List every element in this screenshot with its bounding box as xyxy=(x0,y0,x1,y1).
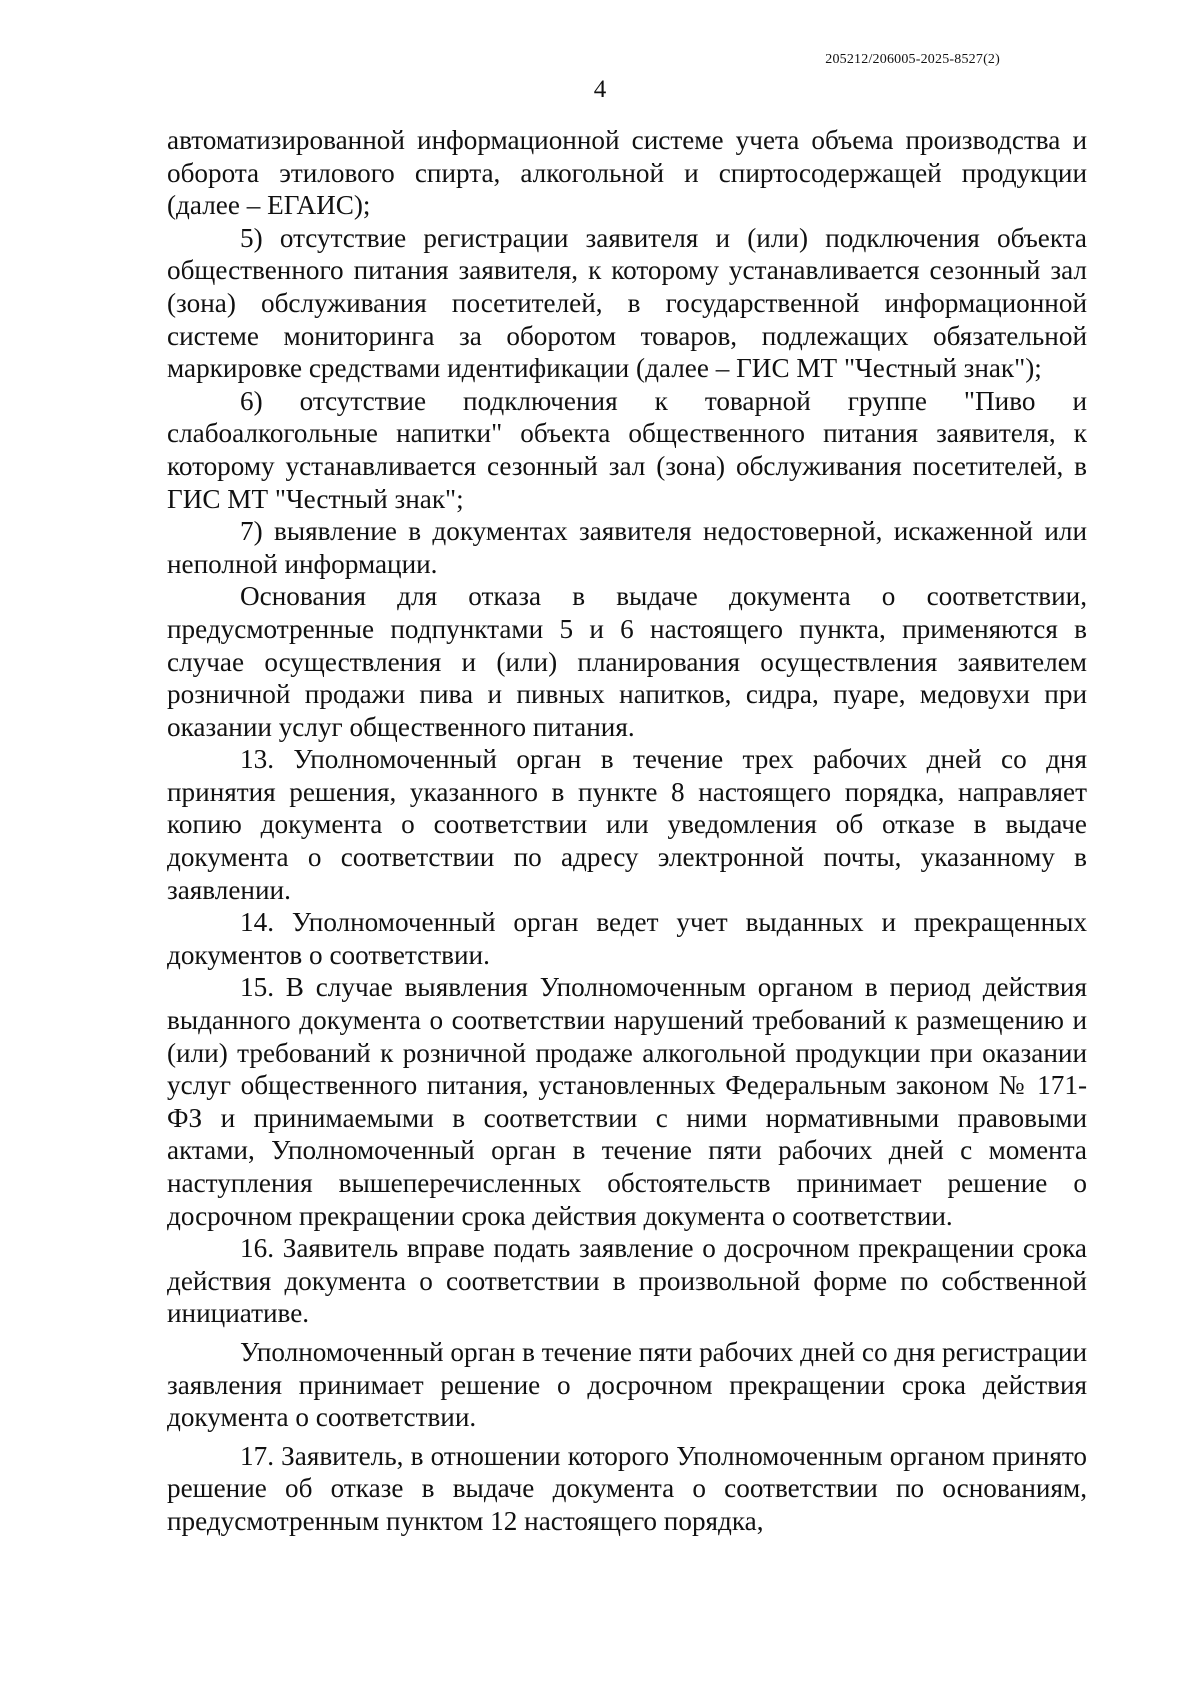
paragraph-item-6: 6) отсутствие подключения к товарной группе "Пиво и слабоалкогольные напитки" объекта общественного питания заявителя, к которому устанавливается сезонный зал (зона) обслуживания посетителей, в ГИС МТ "Честный знак"; xyxy=(167,385,1087,514)
document-registration-number: 205212/206005-2025-8527(2) xyxy=(825,52,1000,67)
page-number: 4 xyxy=(593,76,607,103)
paragraph-refusal-grounds: Основания для отказа в выдаче документа о соответствии, предусмотренные подпунктами 5 и 6 настоящего пункта, применяются в случае осуществления и (или) планирования осуществления заявителем розничной продажи пива и пивных напитков, сидра, пуаре, медовухи при оказании услуг общественного питания. xyxy=(167,581,1087,742)
paragraph-item-5: 5) отсутствие регистрации заявителя и (или) подключения объекта общественного питания заявителя, к которому устанавливается сезонный зал (зона) обслуживания посетителей, в государственной информационной системе мониторинга за оборотом товаров, подлежащих обязательной маркировке средствами идентификации (далее – ГИС МТ "Честный знак"); xyxy=(167,222,1087,384)
paragraph-17: 17. Заявитель, в отношении которого Уполномоченным органом принято решение об отказе в выдаче документа о соответствии по основаниям, предусмотренным пунктом 12 настоящего порядка, xyxy=(167,1440,1087,1536)
paragraph-item-7: 7) выявление в документах заявителя недостоверной, искаженной или неполной информации. xyxy=(167,516,1087,579)
paragraph-16: 16. Заявитель вправе подать заявление о досрочном прекращении срока действия документа о соответствии в произвольной форме по собственной инициативе. xyxy=(167,1233,1087,1329)
document-body xyxy=(167,124,1087,1538)
paragraph-14: 14. Уполномоченный орган ведет учет выданных и прекращенных документов о соответствии. xyxy=(167,907,1087,970)
paragraph-16-continuation: Уполномоченный орган в течение пяти рабочих дней со дня регистрации заявления принимает решение о досрочном прекращении срока действия документа о соответствии. xyxy=(167,1336,1087,1433)
paragraph-13: 13. Уполномоченный орган в течение трех рабочих дней со дня принятия решения, указанного в пункте 8 настоящего порядка, направляет копию документа о соответствии или уведомления об отказе в выдаче документа о соответствии по адресу электронной почты, указанному в заявлении. xyxy=(167,744,1087,905)
paragraph-15: 15. В случае выявления Уполномоченным органом в период действия выданного документа о соответствии нарушений требований к размещению и (или) требований к розничной продаже алкогольной продукции при оказании услуг общественного питания, установленных Федеральным законом № 171-ФЗ и принимаемыми в соответствии с ними нормативными правовыми актами, Уполномоченный орган в течение пяти рабочих дней с момента наступления вышеперечисленных обстоятельств принимает решение о досрочном прекращении срока действия документа о соответствии. xyxy=(167,972,1087,1231)
paragraph-egais-continuation: автоматизированной информационной системе учета объема производства и оборота этилового спирта, алкогольной и спиртосодержащей продукции (далее – ЕГАИС); xyxy=(167,125,1087,221)
